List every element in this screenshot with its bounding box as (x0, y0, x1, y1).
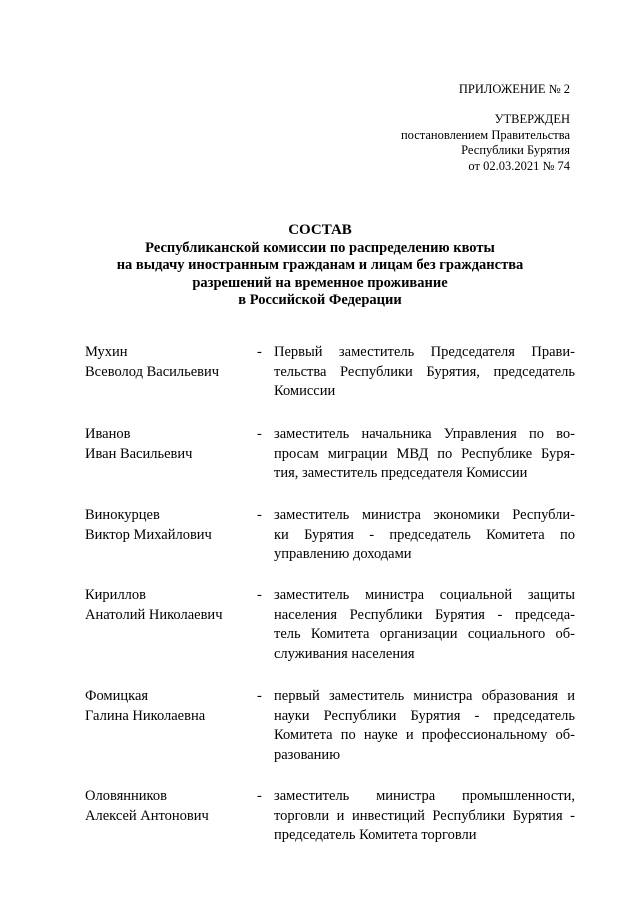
document-title (60, 222, 580, 310)
title-line: в Российской Федерации (238, 292, 402, 308)
role-line: заместитель министра социальной защиты (274, 587, 575, 603)
member-name (85, 687, 255, 726)
member-surname: Иванов (85, 426, 131, 442)
approval-line: постановлением Правительства (400, 127, 570, 142)
member-given-name: Алексей Антонович (85, 807, 209, 824)
member-role (274, 586, 575, 664)
annex-text: ПРИЛОЖЕНИЕ № 2 (458, 82, 570, 96)
approval-date-line: от 02.03.2021 № 74 (468, 158, 570, 173)
role-line: торговли и инвестиций Республики Бурятия - (274, 807, 575, 824)
member-role (274, 343, 575, 402)
member-name (85, 787, 255, 826)
role-line: заместитель министра промышленности, (274, 788, 575, 804)
member-name (85, 425, 255, 464)
member-name (85, 343, 255, 382)
approval-block (401, 112, 570, 174)
approval-line: УТВЕРЖДЕН (494, 112, 570, 126)
role-line: тия, заместитель председателя Комиссии (274, 465, 528, 481)
member-dash: - (257, 426, 262, 442)
member-dash: - (257, 507, 262, 523)
member-name (85, 586, 255, 625)
role-line: населения Республики Бурятия - председа- (274, 606, 575, 623)
role-line: первый заместитель министра образования и (274, 688, 575, 704)
role-line: заместитель министра экономики Республи- (274, 507, 575, 523)
role-line: председатель Комитета торговли (274, 827, 477, 843)
role-line: Комиссии (274, 383, 336, 399)
member-surname: Фомицкая (85, 688, 149, 704)
member-given-name: Всеволод Васильевич (85, 363, 220, 380)
annex-label (459, 82, 570, 98)
role-line: просам миграции МВД по Республике Буря- (274, 445, 575, 462)
member-surname: Мухин (85, 344, 128, 360)
role-line: науки Республики Бурятия - председатель (274, 707, 575, 724)
member-role (274, 687, 575, 765)
role-line: ки Бурятия - председатель Комитета по (274, 526, 575, 543)
title-line: Республиканской комиссии по распределению квоты (145, 239, 495, 256)
member-given-name: Галина Николаевна (85, 707, 206, 724)
member-dash: - (257, 788, 262, 804)
role-line: служивания населения (274, 645, 415, 662)
role-line: тельства Республики Бурятия, председатель (274, 363, 575, 380)
member-surname: Винокурцев (85, 507, 160, 523)
role-line: управлению доходами (274, 546, 412, 562)
role-line: Первый заместитель Председателя Прави- (274, 344, 575, 360)
member-given-name: Анатолий Николаевич (85, 606, 223, 623)
member-dash: - (257, 688, 262, 704)
title-main: СОСТАВ (288, 222, 352, 238)
member-surname: Кириллов (85, 587, 147, 603)
member-surname: Оловянников (85, 788, 167, 804)
title-line: на выдачу иностранным гражданам и лицам без гражданства (116, 257, 524, 273)
role-line: тель Комитета организации социального об- (274, 626, 575, 642)
title-line: разрешений на временное проживание (192, 274, 448, 291)
role-line: разованию (274, 746, 341, 763)
approval-line: Республики Бурятия (461, 143, 570, 157)
member-dash: - (257, 587, 262, 603)
role-line: Комитета по науке и профессиональному об- (274, 727, 575, 743)
member-role (274, 506, 575, 565)
member-name (85, 506, 255, 545)
member-role (274, 787, 575, 846)
member-given-name: Иван Васильевич (85, 445, 193, 462)
member-role (274, 425, 575, 484)
role-line: заместитель начальника Управления по во- (274, 426, 575, 442)
member-dash: - (257, 344, 262, 360)
member-given-name: Виктор Михайлович (85, 526, 212, 543)
